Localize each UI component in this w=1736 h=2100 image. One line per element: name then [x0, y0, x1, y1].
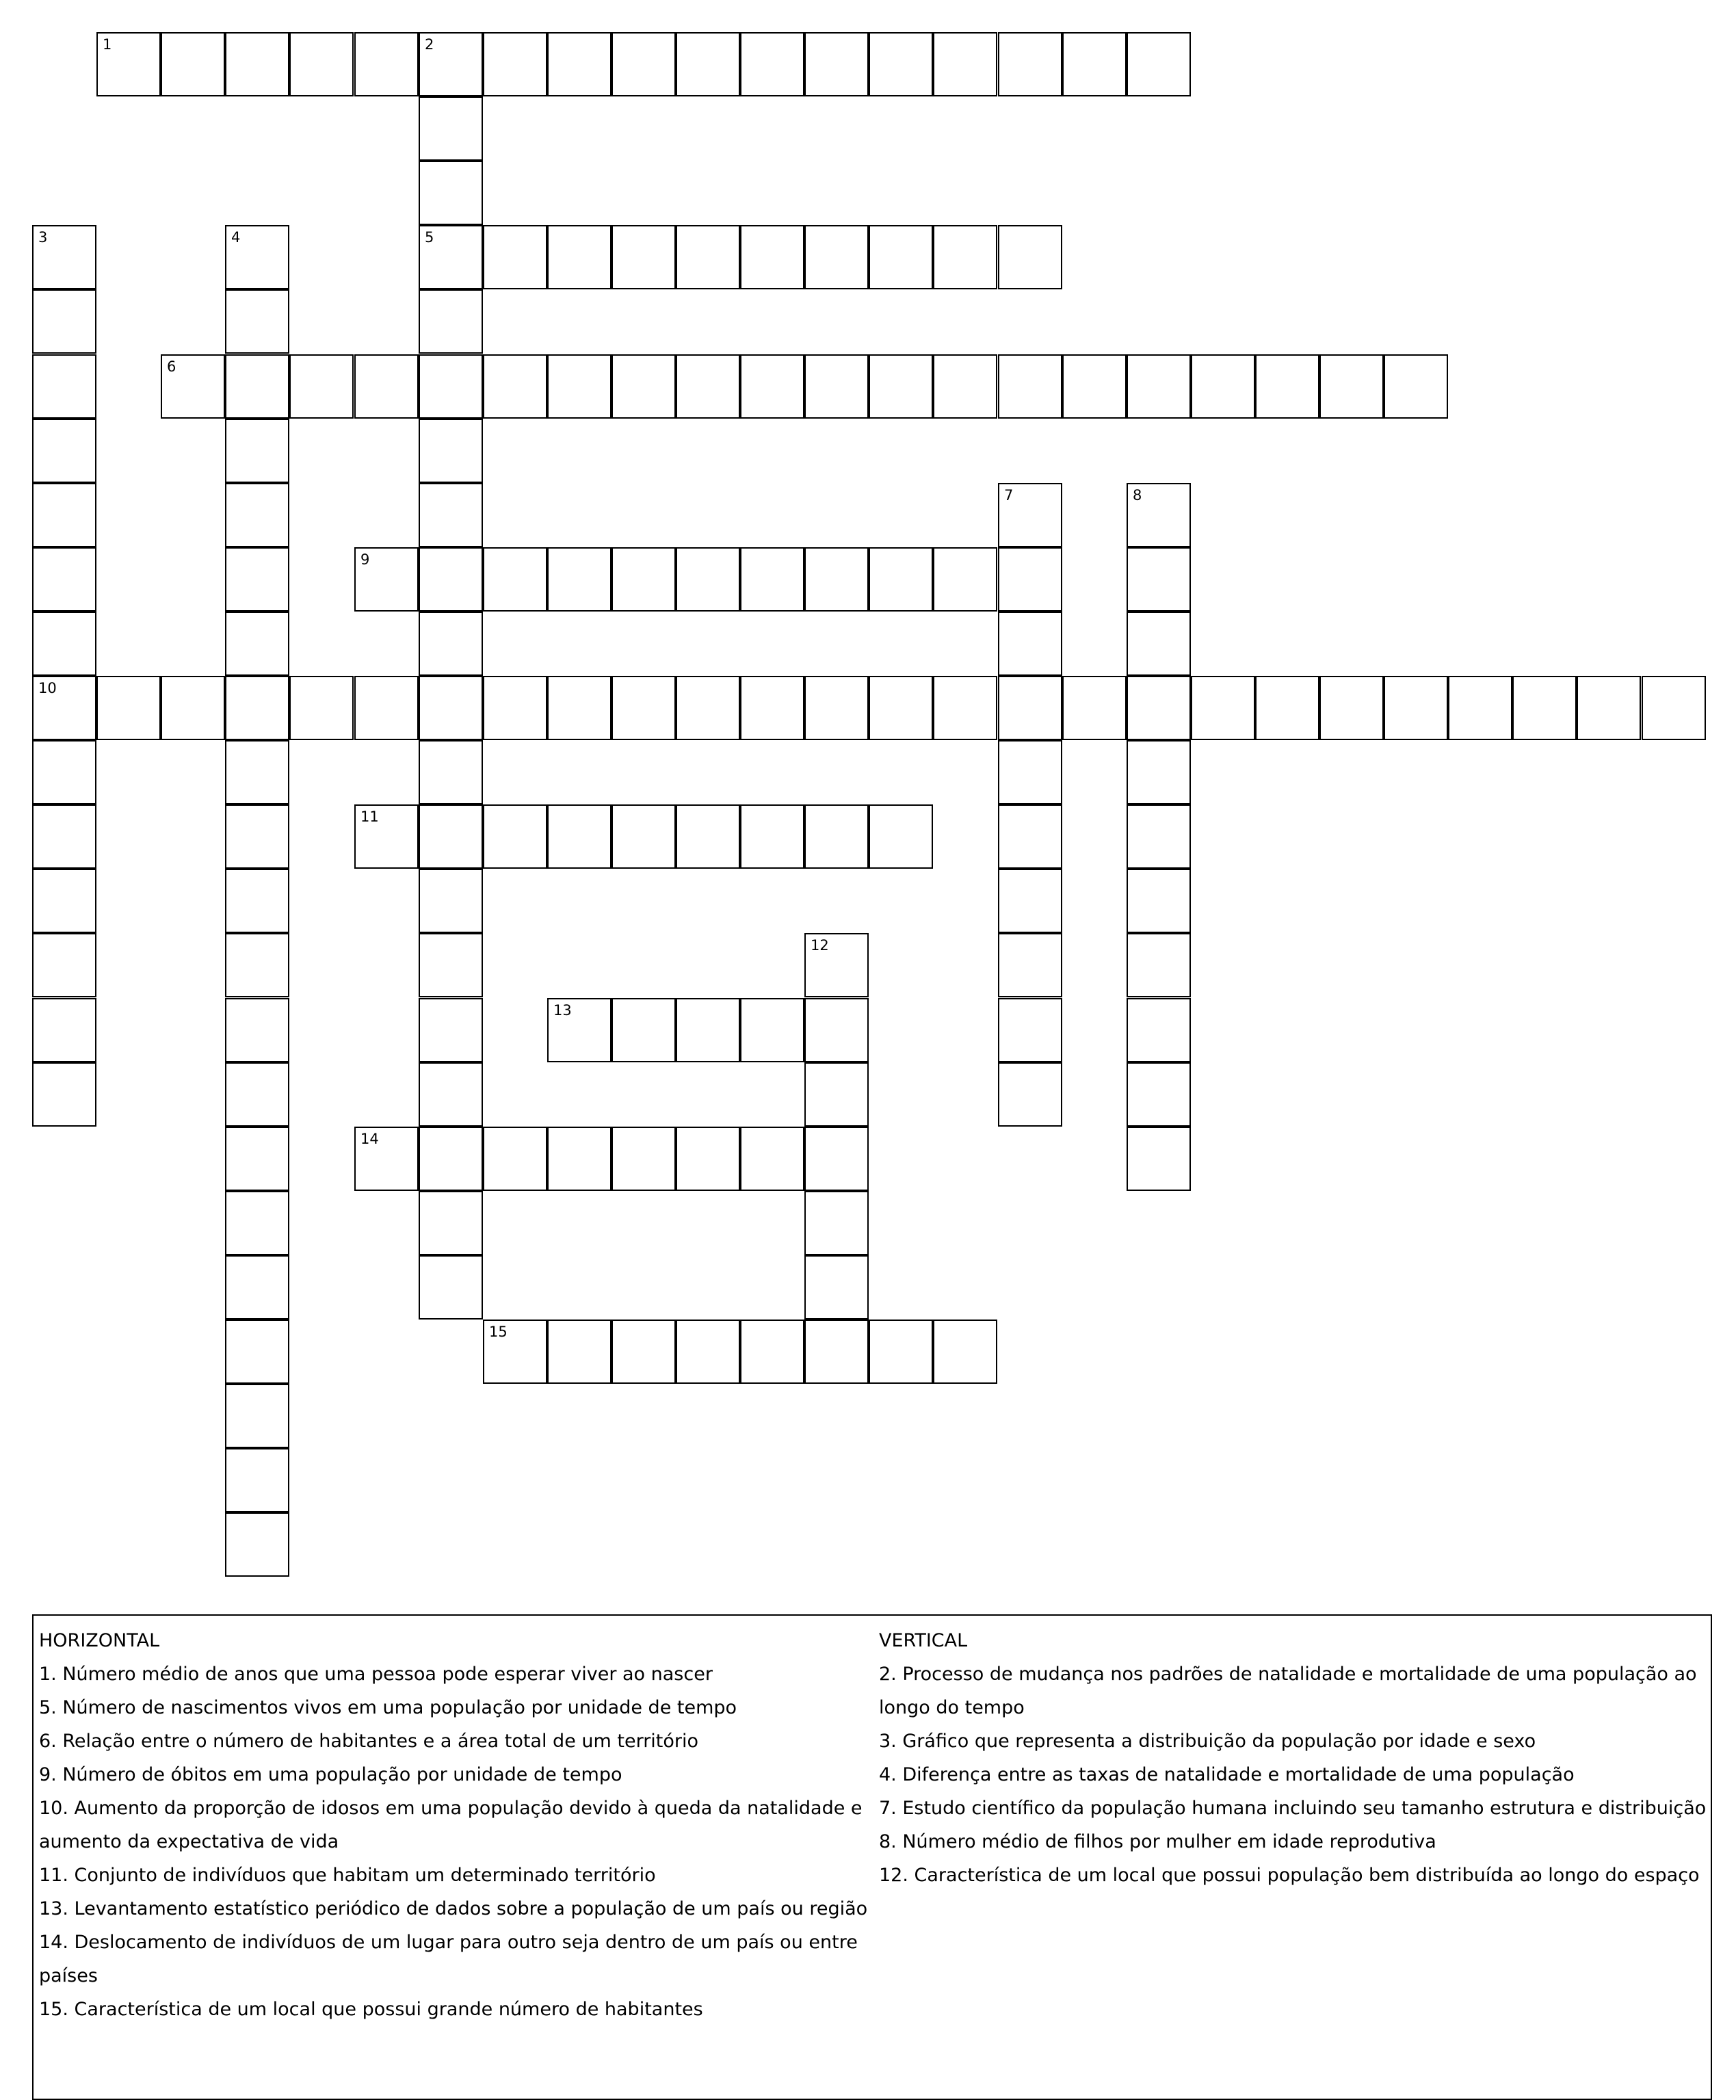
clue-box: [32, 1614, 1712, 2100]
grid-cell[interactable]: [740, 32, 804, 96]
grid-cell[interactable]: [1384, 354, 1448, 419]
grid-cell[interactable]: [419, 1062, 483, 1127]
grid-cell[interactable]: [96, 32, 161, 96]
grid-cell[interactable]: [32, 225, 96, 289]
grid-cell[interactable]: [483, 1127, 547, 1191]
clue-item: 6. Relação entre o número de habitantes e a área total de um território: [39, 1731, 699, 1752]
grid-cell[interactable]: [804, 998, 869, 1062]
down-clue-list: [879, 1657, 1707, 1892]
grid-cell[interactable]: [419, 612, 483, 676]
grid-cell[interactable]: [611, 32, 676, 96]
grid-cell[interactable]: [1191, 354, 1255, 419]
grid-cell[interactable]: [161, 354, 225, 419]
clue-item: 1. Número médio de anos que uma pessoa pode esperar viver ao nascer: [39, 1664, 713, 1685]
grid-cell[interactable]: [804, 32, 869, 96]
grid-cell[interactable]: [547, 547, 611, 612]
grid-cell[interactable]: [32, 869, 96, 933]
grid-cell[interactable]: [225, 998, 289, 1062]
grid-cell[interactable]: [804, 225, 869, 289]
grid-cell[interactable]: [419, 804, 483, 869]
grid-cell[interactable]: [225, 483, 289, 547]
clue-number: 12: [811, 937, 829, 954]
grid-cell[interactable]: [998, 547, 1062, 612]
grid-cell[interactable]: [419, 676, 483, 740]
grid-cell[interactable]: [611, 225, 676, 289]
grid-cell[interactable]: [419, 161, 483, 225]
grid-cell[interactable]: [1577, 676, 1641, 740]
grid-cell[interactable]: [1127, 483, 1191, 547]
clue-item: 10. Aumento da proporção de idosos em uma população devido à queda da natalidade e aumento da expectativa de vida: [39, 1798, 863, 1852]
grid-cell[interactable]: [161, 676, 225, 740]
grid-cell[interactable]: [225, 354, 289, 419]
grid-cell[interactable]: [998, 1062, 1062, 1127]
grid-cell[interactable]: [998, 676, 1062, 740]
grid-cell[interactable]: [1127, 998, 1191, 1062]
grid-cell[interactable]: [740, 1127, 804, 1191]
grid-cell[interactable]: [1127, 869, 1191, 933]
grid-cell[interactable]: [483, 676, 547, 740]
grid-cell[interactable]: [998, 933, 1062, 997]
grid-cell[interactable]: [869, 32, 933, 96]
grid-cell[interactable]: [804, 1191, 869, 1255]
grid-cell[interactable]: [1255, 354, 1319, 419]
clue-item: 13. Levantamento estatístico periódico de dados sobre a população de um país ou região: [39, 1898, 868, 1919]
grid-cell[interactable]: [676, 998, 740, 1062]
clue-number: 1: [103, 36, 112, 53]
clue-number: 5: [425, 229, 434, 246]
grid-cell[interactable]: [354, 676, 419, 740]
grid-cell[interactable]: [998, 483, 1062, 547]
grid-cell[interactable]: [933, 354, 997, 419]
clue-item: 11. Conjunto de indivíduos que habitam um determinado território: [39, 1865, 656, 1886]
grid-cell[interactable]: [225, 1062, 289, 1127]
grid-cell[interactable]: [419, 1191, 483, 1255]
clue-number: 8: [1133, 487, 1142, 503]
grid-cell[interactable]: [1127, 354, 1191, 419]
clue-item: 7. Estudo científico da população humana incluindo seu tamanho estrutura e distribuição: [879, 1798, 1707, 1819]
grid-cell[interactable]: [32, 612, 96, 676]
grid-cell[interactable]: [869, 804, 933, 869]
grid-cell[interactable]: [419, 547, 483, 612]
clue-item: 2. Processo de mudança nos padrões de natalidade e mortalidade de uma população ao longo do tempo: [879, 1664, 1697, 1718]
grid-cell[interactable]: [1127, 740, 1191, 804]
grid-cell[interactable]: [804, 933, 869, 997]
grid-cell[interactable]: [933, 225, 997, 289]
grid-cell[interactable]: [419, 419, 483, 483]
grid-cell[interactable]: [933, 1320, 997, 1384]
grid-cell[interactable]: [869, 547, 933, 612]
grid-cell[interactable]: [32, 547, 96, 612]
grid-cell[interactable]: [32, 354, 96, 419]
clue-number: 7: [1004, 487, 1014, 503]
grid-cell[interactable]: [998, 612, 1062, 676]
clue-number: 6: [167, 358, 176, 375]
grid-cell[interactable]: [804, 1062, 869, 1127]
grid-cell[interactable]: [225, 1512, 289, 1577]
grid-cell[interactable]: [933, 32, 997, 96]
grid-cell[interactable]: [32, 740, 96, 804]
clue-item: 5. Número de nascimentos vivos em uma população por unidade de tempo: [39, 1697, 737, 1718]
grid-cell[interactable]: [998, 804, 1062, 869]
grid-cell[interactable]: [740, 676, 804, 740]
grid-cell[interactable]: [419, 1255, 483, 1320]
grid-cell[interactable]: [676, 1320, 740, 1384]
grid-cell[interactable]: [740, 1320, 804, 1384]
grid-cell[interactable]: [804, 1255, 869, 1320]
grid-cell[interactable]: [32, 676, 96, 740]
grid-cell[interactable]: [1512, 676, 1577, 740]
grid-cell[interactable]: [32, 483, 96, 547]
clue-number: 4: [231, 229, 241, 246]
grid-cell[interactable]: [998, 354, 1062, 419]
grid-cell[interactable]: [1062, 354, 1127, 419]
clue-item: 8. Número médio de filhos por mulher em idade reprodutiva: [879, 1831, 1436, 1852]
grid-cell[interactable]: [483, 547, 547, 612]
grid-cell[interactable]: [676, 547, 740, 612]
grid-cell[interactable]: [225, 32, 289, 96]
grid-cell[interactable]: [933, 676, 997, 740]
grid-cell[interactable]: [289, 676, 354, 740]
grid-cell[interactable]: [419, 1127, 483, 1191]
grid-cell[interactable]: [611, 804, 676, 869]
grid-cell[interactable]: [1127, 612, 1191, 676]
grid-cell[interactable]: [419, 32, 483, 96]
clue-number: 10: [38, 680, 57, 696]
grid-cell[interactable]: [998, 225, 1062, 289]
grid-cell[interactable]: [96, 676, 161, 740]
grid-cell[interactable]: [1127, 804, 1191, 869]
grid-cell[interactable]: [225, 1384, 289, 1448]
grid-cell[interactable]: [547, 804, 611, 869]
grid-cell[interactable]: [1062, 676, 1127, 740]
grid-cell[interactable]: [676, 676, 740, 740]
grid-cell[interactable]: [676, 804, 740, 869]
grid-cell[interactable]: [32, 289, 96, 354]
grid-cell[interactable]: [225, 225, 289, 289]
grid-cell[interactable]: [161, 32, 225, 96]
grid-cell[interactable]: [225, 1191, 289, 1255]
grid-cell[interactable]: [547, 225, 611, 289]
grid-cell[interactable]: [225, 933, 289, 997]
grid-cell[interactable]: [483, 1320, 547, 1384]
clue-item: 4. Diferença entre as taxas de natalidade e mortalidade de uma população: [879, 1764, 1575, 1785]
clue-number: 14: [360, 1131, 379, 1147]
grid-cell[interactable]: [1127, 547, 1191, 612]
grid-cell[interactable]: [483, 354, 547, 419]
grid-cell[interactable]: [483, 32, 547, 96]
grid-cell[interactable]: [804, 547, 869, 612]
grid-cell[interactable]: [869, 1320, 933, 1384]
grid-cell[interactable]: [869, 354, 933, 419]
clue-number: 11: [360, 809, 379, 825]
clue-item: 9. Número de óbitos em uma população por unidade de tempo: [39, 1764, 622, 1785]
grid-cell[interactable]: [483, 225, 547, 289]
grid-cell[interactable]: [1319, 676, 1384, 740]
clue-number: 9: [360, 551, 370, 568]
clue-item: 15. Característica de um local que possui grande número de habitantes: [39, 1999, 703, 2020]
grid-cell[interactable]: [547, 676, 611, 740]
grid-cell[interactable]: [869, 676, 933, 740]
grid-cell[interactable]: [611, 354, 676, 419]
grid-cell[interactable]: [998, 998, 1062, 1062]
grid-cell[interactable]: [419, 483, 483, 547]
grid-cell[interactable]: [804, 1320, 869, 1384]
grid-cell[interactable]: [1127, 1127, 1191, 1191]
grid-cell[interactable]: [419, 933, 483, 997]
grid-cell[interactable]: [869, 225, 933, 289]
grid-cell[interactable]: [419, 96, 483, 161]
grid-cell[interactable]: [1127, 32, 1191, 96]
grid-cell[interactable]: [1127, 676, 1191, 740]
grid-cell[interactable]: [354, 354, 419, 419]
grid-cell[interactable]: [225, 804, 289, 869]
grid-cell[interactable]: [547, 354, 611, 419]
across-clue-list: [39, 1657, 873, 2026]
grid-cell[interactable]: [289, 32, 354, 96]
grid-cell[interactable]: [1448, 676, 1512, 740]
clue-number: 15: [489, 1324, 508, 1340]
grid-cell[interactable]: [740, 225, 804, 289]
grid-cell[interactable]: [483, 804, 547, 869]
grid-cell[interactable]: [998, 740, 1062, 804]
grid-cell[interactable]: [225, 1255, 289, 1320]
grid-cell[interactable]: [547, 32, 611, 96]
grid-cell[interactable]: [1127, 933, 1191, 997]
grid-cell[interactable]: [804, 1127, 869, 1191]
grid-cell[interactable]: [354, 1127, 419, 1191]
grid-cell[interactable]: [1642, 676, 1706, 740]
grid-cell[interactable]: [740, 547, 804, 612]
down-title: VERTICAL: [879, 1630, 968, 1651]
grid-cell[interactable]: [419, 740, 483, 804]
grid-cell[interactable]: [1062, 32, 1127, 96]
grid-cell[interactable]: [933, 547, 997, 612]
grid-cell[interactable]: [998, 869, 1062, 933]
grid-cell[interactable]: [419, 998, 483, 1062]
grid-cell[interactable]: [547, 1127, 611, 1191]
grid-cell[interactable]: [676, 354, 740, 419]
grid-cell[interactable]: [354, 804, 419, 869]
grid-cell[interactable]: [804, 354, 869, 419]
grid-cell[interactable]: [998, 32, 1062, 96]
grid-cell[interactable]: [225, 612, 289, 676]
grid-cell[interactable]: [547, 998, 611, 1062]
grid-cell[interactable]: [804, 676, 869, 740]
grid-cell[interactable]: [225, 289, 289, 354]
grid-cell[interactable]: [740, 354, 804, 419]
grid-cell[interactable]: [32, 804, 96, 869]
grid-cell[interactable]: [32, 998, 96, 1062]
grid-cell[interactable]: [354, 547, 419, 612]
grid-cell[interactable]: [32, 419, 96, 483]
clue-item: 3. Gráfico que representa a distribuição da população por idade e sexo: [879, 1731, 1536, 1752]
grid-cell[interactable]: [611, 998, 676, 1062]
grid-cell[interactable]: [225, 547, 289, 612]
grid-cell[interactable]: [611, 1127, 676, 1191]
grid-cell[interactable]: [1384, 676, 1448, 740]
grid-cell[interactable]: [676, 225, 740, 289]
grid-cell[interactable]: [289, 354, 354, 419]
grid-cell[interactable]: [225, 419, 289, 483]
grid-cell[interactable]: [740, 804, 804, 869]
grid-cell[interactable]: [676, 1127, 740, 1191]
grid-cell[interactable]: [225, 1127, 289, 1191]
grid-cell[interactable]: [1255, 676, 1319, 740]
grid-cell[interactable]: [225, 1320, 289, 1384]
grid-cell[interactable]: [419, 289, 483, 354]
grid-cell[interactable]: [676, 32, 740, 96]
grid-cell[interactable]: [611, 1320, 676, 1384]
grid-cell[interactable]: [419, 225, 483, 289]
clue-number: 3: [38, 229, 48, 246]
grid-cell[interactable]: [419, 354, 483, 419]
grid-cell[interactable]: [611, 547, 676, 612]
grid-cell[interactable]: [354, 32, 419, 96]
clue-item: 12. Característica de um local que possui população bem distribuída ao longo do espaço: [879, 1865, 1700, 1886]
grid-cell[interactable]: [611, 676, 676, 740]
grid-cell[interactable]: [547, 1320, 611, 1384]
grid-cell[interactable]: [225, 1448, 289, 1512]
grid-cell[interactable]: [804, 804, 869, 869]
clue-number: 2: [425, 36, 434, 53]
grid-cell[interactable]: [1191, 676, 1255, 740]
grid-cell[interactable]: [740, 998, 804, 1062]
grid-cell[interactable]: [225, 869, 289, 933]
grid-cell[interactable]: [1319, 354, 1384, 419]
across-title: HORIZONTAL: [39, 1630, 160, 1651]
grid-cell[interactable]: [225, 740, 289, 804]
clue-item: 14. Deslocamento de indivíduos de um lugar para outro seja dentro de um país ou entre países: [39, 1932, 858, 1986]
grid-cell[interactable]: [1127, 1062, 1191, 1127]
grid-cell[interactable]: [32, 1062, 96, 1127]
grid-cell[interactable]: [419, 869, 483, 933]
clue-number: 13: [553, 1002, 572, 1019]
grid-cell[interactable]: [32, 933, 96, 997]
across-clues: [39, 1624, 873, 2026]
down-clues: [879, 1624, 1707, 1892]
grid-cell[interactable]: [225, 676, 289, 740]
